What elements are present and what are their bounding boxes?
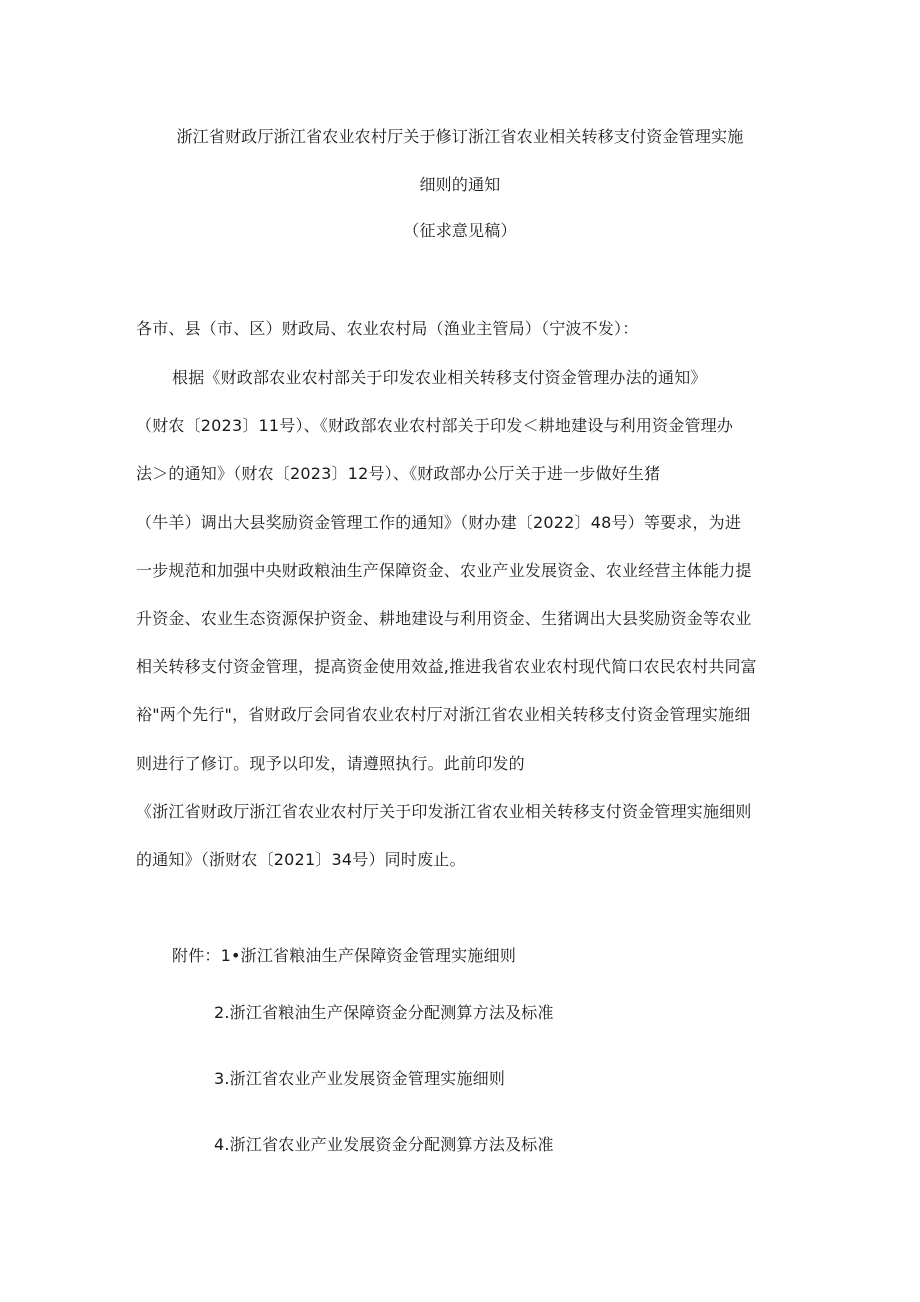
body-line: 《浙江省财政厅浙江省农业农村厅关于印发浙江省农业相关转移支付资金管理实施细则 — [136, 802, 752, 821]
body-line: 裕"两个先行"，省财政厅会同省农业农村厅对浙江省农业相关转移支付资金管理实施细 — [136, 705, 751, 724]
document-title-line-1: 浙江省财政厅浙江省农业农村厅关于修订浙江省农业相关转移支付资金管理实施 — [176, 127, 744, 146]
attachment-item-4: 4.浙江省农业产业发展资金分配测算方法及标准 — [214, 1135, 554, 1154]
attachments-label: 附件： — [172, 946, 221, 965]
body-line: （财农〔2023〕11号）、《财政部农业农村部关于印发＜耕地建设与利用资金管理办 — [136, 416, 734, 435]
document-title-line-2: 细则的通知 — [419, 175, 501, 194]
body-line: 的通知》（浙财农〔2021〕34号）同时废止。 — [136, 850, 466, 869]
attachment-item-2: 2.浙江省粮油生产保障资金分配测算方法及标准 — [214, 1003, 554, 1022]
salutation: 各市、县（市、区）财政局、农业农村局（渔业主管局）（宁波不发）： — [136, 319, 639, 338]
attachment-item-3: 3.浙江省农业产业发展资金管理实施细则 — [214, 1069, 506, 1088]
attachment-text: 1•浙江省粮油生产保障资金管理实施细则 — [220, 946, 517, 965]
body-line: 则进行了修订。现予以印发，请遵照执行。此前印发的 — [136, 754, 525, 773]
body-line: 法＞的通知》（财农〔2023〕12号）、《财政部办公厅关于进一步做好生猪 — [136, 464, 661, 483]
body-line: 根据《财政部农业农村部关于印发农业相关转移支付资金管理办法的通知》 — [172, 368, 707, 387]
document-subtitle: （征求意见稿） — [403, 221, 517, 240]
body-line: 一步规范和加强中央财政粮油生产保障资金、农业产业发展资金、农业经营主体能力提 — [136, 561, 752, 580]
attachment-item-1 — [172, 946, 516, 966]
body-line: （牛羊）调出大县奖励资金管理工作的通知》（财办建〔2022〕48号）等要求，为进 — [136, 513, 742, 532]
body-line: 相关转移支付资金管理，提高资金使用效益,推进我省农业农村现代简口农民农村共同富 — [136, 657, 757, 676]
body-line: 升资金、农业生态资源保护资金、耕地建设与利用资金、生猪调出大县奖励资金等农业 — [136, 609, 752, 628]
